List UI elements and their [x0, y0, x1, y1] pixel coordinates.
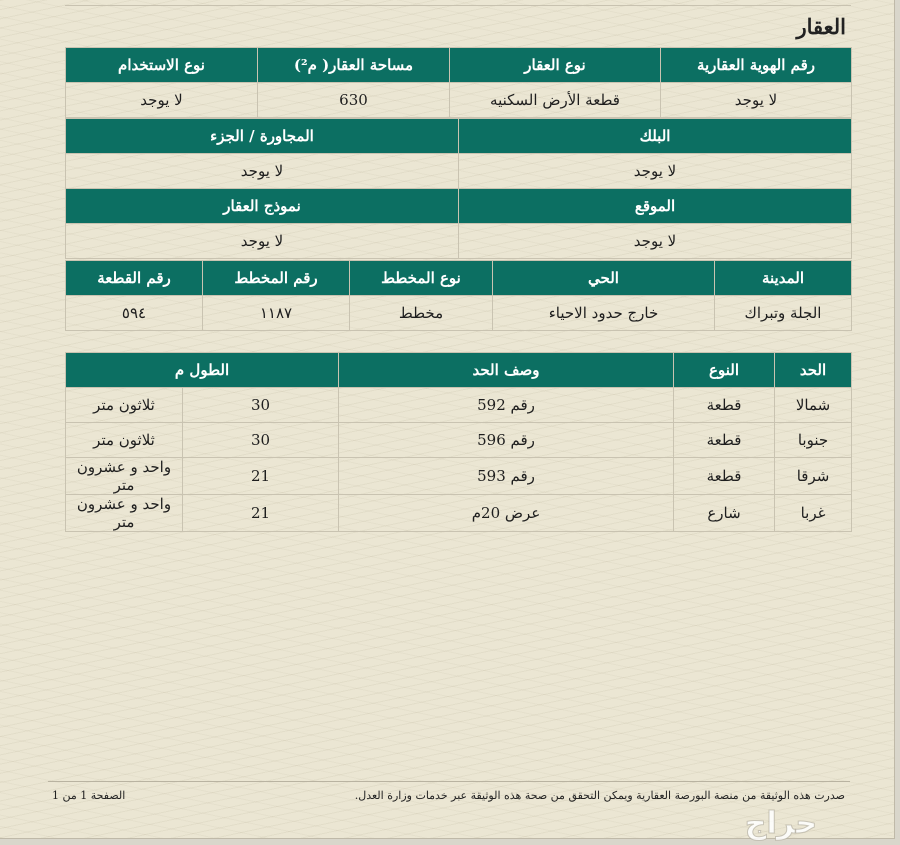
property-info-table [65, 47, 852, 118]
header-city: المدينة [715, 261, 852, 296]
boundaries-table [65, 352, 852, 532]
header-property-model: نموذج العقار [66, 189, 459, 224]
value-property-area: 630 [258, 83, 450, 118]
header-district: الحي [493, 261, 715, 296]
watermark-logo [666, 803, 896, 843]
header-row-1 [66, 48, 852, 83]
table-row [66, 423, 852, 458]
boundary-desc: عرض 20م [339, 495, 674, 532]
value-plan-type: مخطط [350, 296, 493, 331]
boundary-desc: رقم 596 [339, 423, 674, 458]
boundary-side: شمالا [775, 388, 852, 423]
header-block: البلك [459, 119, 852, 154]
boundary-length: 21 [183, 458, 339, 495]
footer-page-number: الصفحة 1 من 1 [52, 789, 126, 802]
header-plan-number: رقم المخطط [203, 261, 350, 296]
header-property-area: مساحة العقار( م²) [258, 48, 450, 83]
boundary-side: غربا [775, 495, 852, 532]
value-row-2 [66, 154, 852, 189]
boundary-side: جنوبا [775, 423, 852, 458]
footer-divider [48, 781, 850, 782]
value-plan-number: ١١٨٧ [203, 296, 350, 331]
value-row-1 [66, 83, 852, 118]
boundary-length-words: واحد و عشرون متر [66, 458, 183, 495]
boundary-length: 30 [183, 423, 339, 458]
value-property-id: لا يوجد [661, 83, 852, 118]
watermark-text: حراج [744, 806, 818, 841]
header-boundary-desc: وصف الحد [339, 353, 674, 388]
section-title: العقار [796, 14, 846, 39]
value-location: لا يوجد [459, 224, 852, 259]
value-usage-type: لا يوجد [66, 83, 258, 118]
value-city: الجلة وتبراك [715, 296, 852, 331]
block-table [65, 118, 852, 259]
header-row-3 [66, 189, 852, 224]
boundaries-header-row [66, 353, 852, 388]
value-neighborhood-part: لا يوجد [66, 154, 459, 189]
boundary-length-words: ثلاثون متر [66, 423, 183, 458]
header-plot-number: رقم القطعة [66, 261, 203, 296]
table-row [66, 458, 852, 495]
header-plan-type: نوع المخطط [350, 261, 493, 296]
table-row [66, 495, 852, 532]
table-row [66, 388, 852, 423]
boundary-length: 30 [183, 388, 339, 423]
boundary-desc: رقم 592 [339, 388, 674, 423]
plan-table [65, 260, 852, 331]
boundary-length-words: ثلاثون متر [66, 388, 183, 423]
header-property-id: رقم الهوية العقارية [661, 48, 852, 83]
value-district: خارج حدود الاحياء [493, 296, 715, 331]
value-plot-number: ٥٩٤ [66, 296, 203, 331]
value-row-4 [66, 296, 852, 331]
header-row-4 [66, 261, 852, 296]
value-block: لا يوجد [459, 154, 852, 189]
value-property-model: لا يوجد [66, 224, 459, 259]
top-divider [65, 0, 851, 6]
boundary-side: شرقا [775, 458, 852, 495]
header-length: الطول م [66, 353, 339, 388]
header-neighborhood-part: المجاورة / الجزء [66, 119, 459, 154]
boundary-type: قطعة [674, 388, 775, 423]
value-row-3 [66, 224, 852, 259]
header-location: الموقع [459, 189, 852, 224]
boundary-type: قطعة [674, 458, 775, 495]
header-boundary: الحد [775, 353, 852, 388]
value-property-type: قطعة الأرض السكنيه [450, 83, 661, 118]
header-boundary-type: النوع [674, 353, 775, 388]
boundary-type: شارع [674, 495, 775, 532]
boundary-desc: رقم 593 [339, 458, 674, 495]
boundary-type: قطعة [674, 423, 775, 458]
boundary-length: 21 [183, 495, 339, 532]
header-usage-type: نوع الاستخدام [66, 48, 258, 83]
boundary-length-words: واحد و عشرون متر [66, 495, 183, 532]
header-property-type: نوع العقار [450, 48, 661, 83]
header-row-2 [66, 119, 852, 154]
footer-notice: صدرت هذه الوثيقة من منصة البورصة العقارية ويمكن التحقق من صحة هذه الوثيقة عبر خدمات وزارة العدل. [354, 789, 845, 802]
